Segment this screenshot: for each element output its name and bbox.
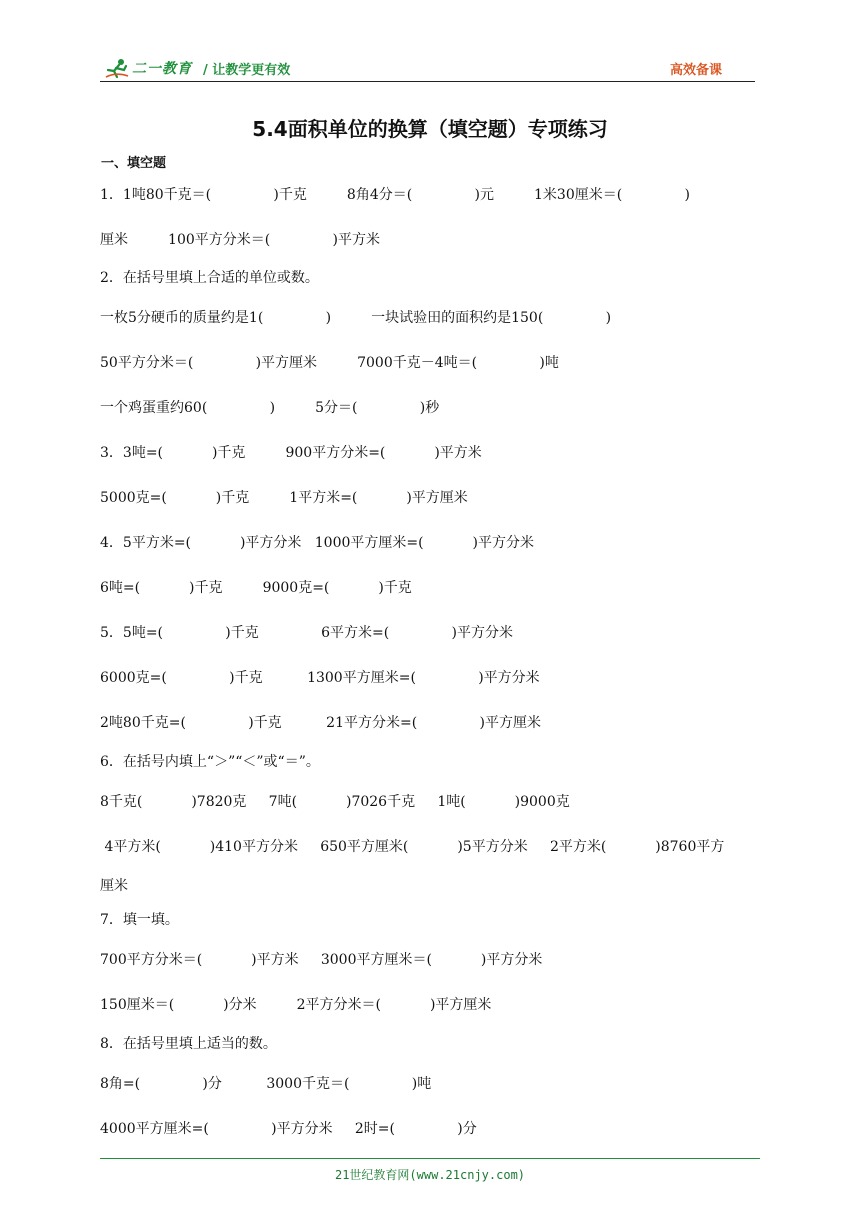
exercise-line: 4．5平方米=( )平方分米 1000平方厘米=( )平方分米 xyxy=(100,535,535,551)
exercise-line: 1．1吨80千克＝( )千克 8角4分＝( )元 1米30厘米＝( ) xyxy=(100,187,690,203)
exercise-line: 2吨80千克=( )千克 21平方分米=( )平方厘米 xyxy=(100,715,541,731)
exercise-line: 7．填一填。 xyxy=(100,912,179,928)
section-heading: 一、填空题 xyxy=(101,156,167,171)
exercise-line: 8千克( )7820克 7吨( )7026千克 1吨( )9000克 xyxy=(100,794,570,810)
exercise-line: 一个鸡蛋重约60( ) 5分＝( )秒 xyxy=(100,400,440,416)
brand-name: 二一教育 xyxy=(132,61,192,77)
slogan: / 让教学更有效 xyxy=(203,63,291,78)
header-divider xyxy=(100,81,755,82)
exercise-line: 150厘米＝( )分米 2平方分米＝( )平方厘米 xyxy=(100,997,492,1013)
footer-divider xyxy=(100,1158,760,1159)
runner-logo-icon xyxy=(104,58,130,80)
exercise-line: 6000克=( )千克 1300平方厘米=( )平方分米 xyxy=(100,670,540,686)
exercise-line: 4平方米( )410平方分米 650平方厘米( )5平方分米 2平方米( )8760平方 xyxy=(100,839,725,855)
page-header xyxy=(100,52,760,82)
exercise-line: 3．3吨=( )千克 900平方分米=( )平方米 xyxy=(100,445,482,461)
exercise-line: 2．在括号里填上合适的单位或数。 xyxy=(100,270,319,286)
exercise-line: 厘米 100平方分米＝( )平方米 xyxy=(100,232,380,248)
exercise-line: 6吨=( )千克 9000克=( )千克 xyxy=(100,580,412,596)
footer-text: 21世纪教育网(www.21cnjy.com) xyxy=(334,1168,526,1182)
exercise-line: 8．在括号里填上适当的数。 xyxy=(100,1036,277,1052)
exercise-line: 700平方分米＝( )平方米 3000平方厘米＝( )平方分米 xyxy=(100,952,543,968)
exercise-line: 厘米 xyxy=(100,878,128,894)
exercise-line: 5．5吨=( )千克 6平方米=( )平方分米 xyxy=(100,625,513,641)
page-title: 5.4面积单位的换算（填空题）专项练习 xyxy=(252,117,608,141)
exercise-line: 5000克=( )千克 1平方米=( )平方厘米 xyxy=(100,490,468,506)
exercise-line: 6．在括号内填上“＞”“＜”或“＝”。 xyxy=(100,754,320,770)
exercise-line: 50平方分米＝( )平方厘米 7000千克－4吨＝( )吨 xyxy=(100,355,559,371)
exercise-line: 一枚5分硬币的质量约是1( ) 一块试验田的面积约是150( ) xyxy=(100,310,612,326)
exercise-line: 8角=( )分 3000千克＝( )吨 xyxy=(100,1076,432,1092)
header-tag: 高效备课 xyxy=(669,63,722,78)
exercise-line: 4000平方厘米=( )平方分米 2时=( )分 xyxy=(100,1121,477,1137)
